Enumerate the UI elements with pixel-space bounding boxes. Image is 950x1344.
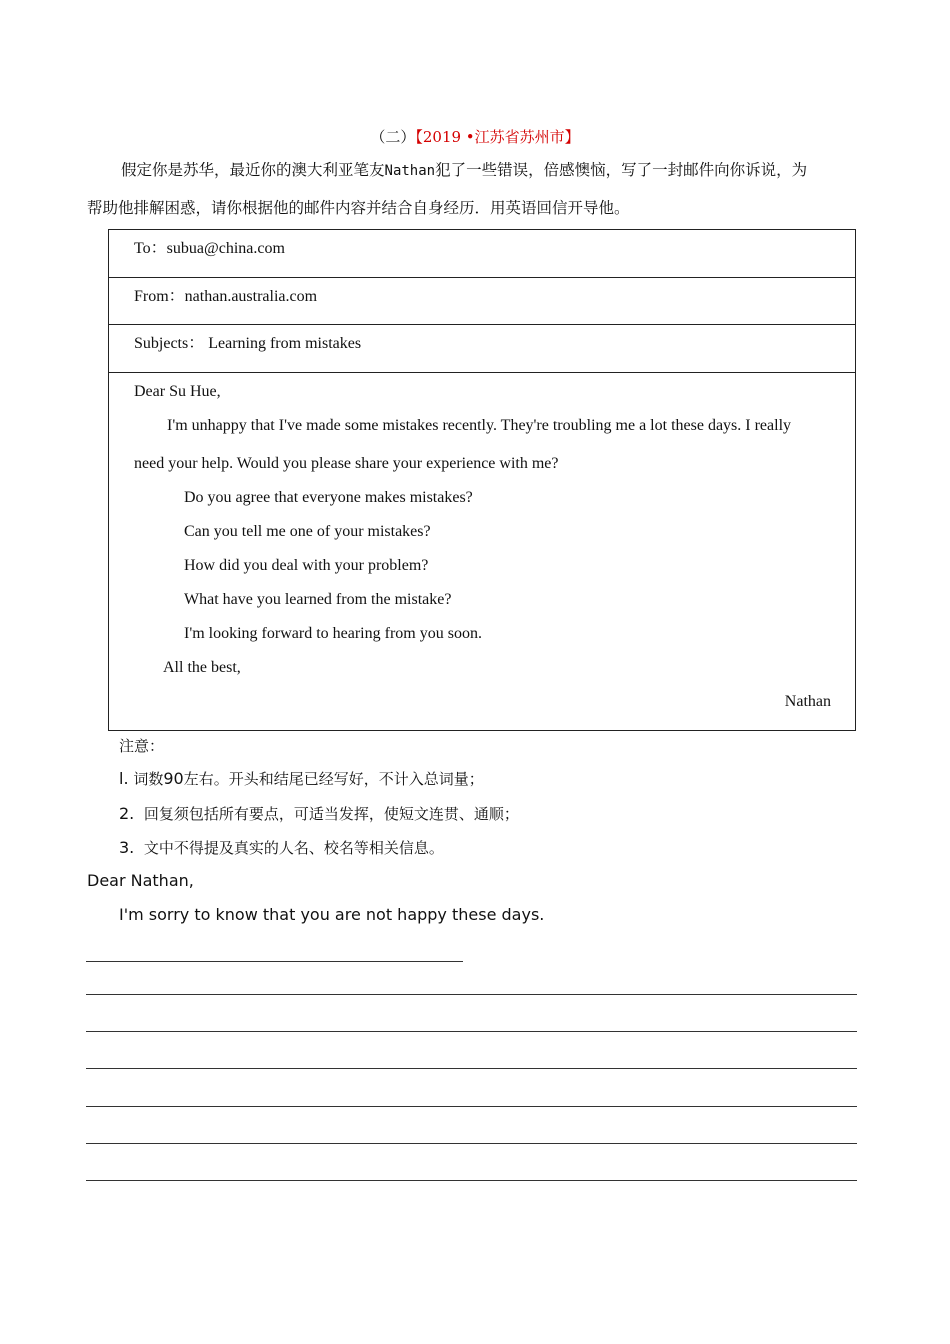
writing-line[interactable]	[86, 1106, 857, 1107]
email-closing: All the best,	[163, 659, 241, 676]
exam-source: 【2019 •江苏省苏州市】	[415, 128, 580, 146]
email-question: What have you learned from the mistake?	[184, 591, 452, 608]
email-question: How did you deal with your problem?	[184, 557, 429, 574]
email-box	[108, 229, 856, 731]
email-question: Do you agree that everyone makes mistakes?	[184, 489, 473, 506]
prompt-line-2: 帮助他排解困惑，请你根据他的邮件内容并结合自身经历．用英语回信开导他。	[87, 199, 630, 217]
email-to: To：subua@china.com	[109, 230, 855, 278]
note-item-1: l. 词数90左右。开头和结尾已经写好，不计入总词量；	[119, 769, 484, 788]
notes-heading: 注意：	[119, 737, 165, 755]
email-greeting: Dear Su Hue,	[134, 383, 221, 400]
section-title	[0, 126, 950, 147]
email-from: From：nathan.australia.com	[109, 278, 855, 325]
answer-greeting: Dear Nathan,	[87, 871, 194, 890]
prompt-line-1: 假定你是苏华，最近你的澳大利亚笔友Nathan犯了一些错误，倍感懊恼，写了一封邮件向你诉说，为	[121, 161, 808, 179]
answer-opening-sentence: I'm sorry to know that you are not happy these days.	[119, 905, 545, 924]
email-paragraph-line-1: I'm unhappy that I've made some mistakes recently. They're troubling me a lot these days. I really	[167, 417, 792, 434]
note-item-2: 2. 回复须包括所有要点，可适当发挥，使短文连贯、通顺；	[119, 804, 519, 823]
prompt-paragraph	[87, 152, 867, 227]
email-paragraph-line-2: need your help. Would you please share your experience with me?	[134, 455, 559, 472]
writing-line[interactable]	[86, 1143, 857, 1144]
section-number: （二）	[370, 128, 416, 146]
note-item-3: 3. 文中不得提及真实的人名、校名等相关信息。	[119, 838, 444, 857]
email-question: I'm looking forward to hearing from you soon.	[184, 625, 482, 642]
email-question: Can you tell me one of your mistakes?	[184, 523, 431, 540]
writing-line[interactable]	[86, 994, 857, 995]
writing-line[interactable]	[86, 1068, 857, 1069]
writing-line[interactable]	[86, 961, 463, 962]
email-subject: Subjects： Learning from mistakes	[109, 325, 855, 373]
writing-line[interactable]	[86, 1031, 857, 1032]
writing-line[interactable]	[86, 1180, 857, 1181]
email-signature: Nathan	[784, 693, 831, 710]
